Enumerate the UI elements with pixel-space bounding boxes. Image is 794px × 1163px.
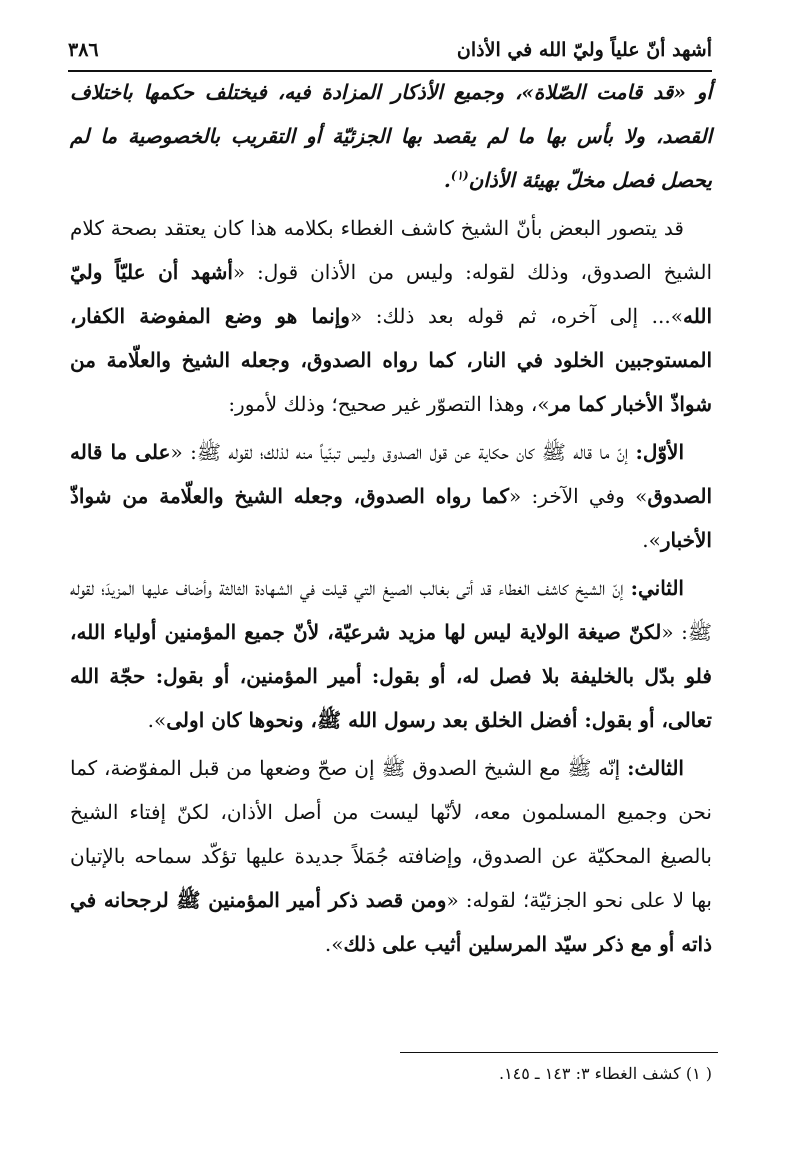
paragraph-third [70,746,712,966]
text-run: ». [324,932,344,956]
bold-quote: أشهد أن عليّاً وليّ الله [70,260,712,328]
page-number: ٣٨٦ [68,39,99,61]
text-run: »، وهذا التصوّر غير صحيح؛ وذلك لأمور: [228,392,550,416]
paragraph-intro [70,206,712,426]
point-label: الثالث: [627,756,684,780]
text-run: إنّ الشيخ كاشف الغطاء قد أتى بغالب الصيغ التي قيلت في الشهادة الثالثة وأضاف عليها المزيدَ؛ لقوله ﷺ: « [70,576,712,644]
text-run: إنّه ﷺ مع الشيخ الصدوق ﷺ إن صحّ وضعها من قبل المفوّضة، كما نحن وجميع المسلمون معه، لأنّها ليست من أصل الأذان، لكنّ إفتاء الشيخ بالصيغ المحكيّة عن الصدوق، وإضافته جُمَلاً جديدة عليها تؤكّد سماحه بالإتيان بها لا على نحو الجزئيّة؛ لقوله: « [70,756,712,912]
quoted-text: أو «قد قامت الصّلاة»، وجميع الأذكار المزادة فيه، فيختلف حكمها باختلاف القصد، ولا بأس بها ما لم يقصد بها الجزئيّة أو التقريب بالخصوصية ما لم يحصل فصل مخلّ بهيئة الأذان [70,80,712,192]
paragraph-first [70,430,712,562]
footnote-rule [400,1052,718,1053]
bold-quote: على ما قاله الصدوق [70,440,712,508]
footnote: ( ١) كشف الغطاء ٣: ١٤٣ ـ ١٤٥. [498,1064,712,1083]
bold-quote: لكنّ صيغة الولاية ليس لها مزيد شرعيّة، لأنّ جميع المؤمنين أولياء الله، فلو بدّل بالخليفة بلا فصل له، أو بقول: أمير المؤمنين، أو بقول: حجّة الله تعالى، أو بقول: أفضل الخلق بعد رسول الله ﷺ، ونحوها كان اولى [70,620,712,732]
text-run: قد يتصور البعض بأنّ الشيخ كاشف الغطاء بكلامه هذا كان يعتقد بصحة كلام الشيخ الصدوق، وذلك لقوله: وليس من الأذان قول: « [70,216,713,284]
footnote-ref[interactable]: (١) [450,168,469,183]
text-run: ». [147,708,167,732]
bold-quote: كما رواه الصدوق، وجعله الشيخ والعلّامة من شواذّ الأخبار [70,484,712,552]
paragraph-second [70,566,712,742]
quoted-passage [70,70,712,202]
page-body [70,70,712,970]
point-label: الثاني: [630,576,684,600]
running-title: أشهد أنّ علياً وليّ الله في الأذان [456,39,712,61]
point-label: الأوّل: [635,440,685,464]
text-run: » وفي الآخر: « [509,484,648,508]
text-run: »... إلى آخره، ثم قوله بعد ذلك: « [349,304,683,328]
text-run: إنّ ما قاله ﷺ كان حكاية عن قول الصدوق وليس تبنّياً منه لذلك؛ لقوله ﷺ: « [170,440,636,464]
text-run: ». [642,528,661,552]
quoted-end: . [443,168,451,192]
bold-quote: ومن قصد ذكر أمير المؤمنين ﷺ لرجحانه في ذاته أو مع ذكر سيّد المرسلين أثيب على ذلك [70,888,712,956]
bold-quote: وإنما هو وضع المفوضة الكفار، المستوجبين الخلود في النار، كما رواه الصدوق، وجعله الشيخ والعلّامة من شواذّ الأخبار كما مر [70,304,712,416]
page-header [68,30,712,70]
